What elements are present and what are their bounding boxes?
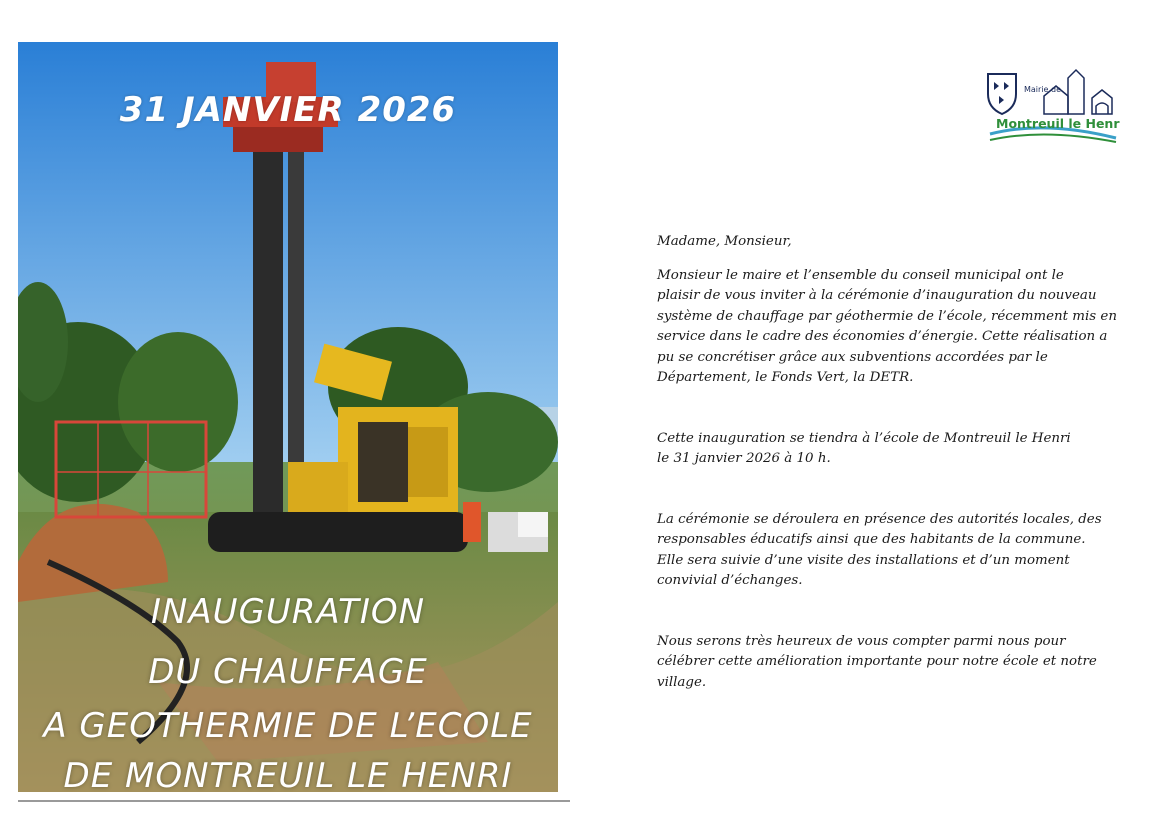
poster-title-line-2: DU CHAUFFAGE [148,652,428,692]
letter-line: village. [657,674,707,690]
letter-line: pu se concrétiser grâce aux subventions accordées par le [657,349,1048,365]
letter-paragraph-3 [657,510,1153,592]
letter-line: Elle sera suivie d’une visite des installations et d’un moment [657,552,1070,568]
letter-paragraph-1 [657,266,1153,389]
letter-line: le 31 janvier 2026 à 10 h. [657,451,831,466]
letter-line: service dans le cadre des économies d’énergie. Cette réalisation a [657,329,1108,344]
letter-line: responsables éducatifs ainsi que des habitants de la commune. [657,532,1086,547]
letter-greeting: Madame, Monsieur, [657,234,792,249]
town-logo [984,68,1120,148]
letter-line: plaisir de vous inviter à la cérémonie d’inauguration du nouveau [657,288,1097,303]
logo-name: Montreuil le Henri [996,116,1120,131]
poster-date: 31 JANVIER 2026 [119,90,457,130]
poster-title-line-4: DE MONTREUIL LE HENRI [63,756,513,792]
letter-line: Monsieur le maire et l’ensemble du conseil municipal ont le [657,267,1064,283]
logo-top-text: Mairie de [1024,85,1062,94]
poster-shadow-line [18,800,570,802]
letter-line: Département, le Fonds Vert, la DETR. [657,370,914,385]
letter-line: La cérémonie se déroulera en présence des autorités locales, des [657,511,1102,527]
letter-line: convivial d’échanges. [657,573,803,588]
letter-line: Nous serons très heureux de vous compter parmi nous pour [657,633,1066,649]
letter-line: célébrer cette amélioration importante pour notre école et notre [657,654,1097,669]
letter-line: Cette inauguration se tiendra à l’école de Montreuil le Henri [657,430,1071,446]
letter-line: système de chauffage par géothermie de l’école, récemment mis en [657,308,1117,324]
letter-paragraph-2 [657,429,1153,470]
poster-title-line-1: INAUGURATION [150,592,426,632]
poster [18,42,558,792]
letter-paragraph-4 [657,632,1153,694]
invitation-letter [657,232,1153,693]
poster-title-line-3: A GEOTHERMIE DE L’ECOLE [43,706,533,746]
